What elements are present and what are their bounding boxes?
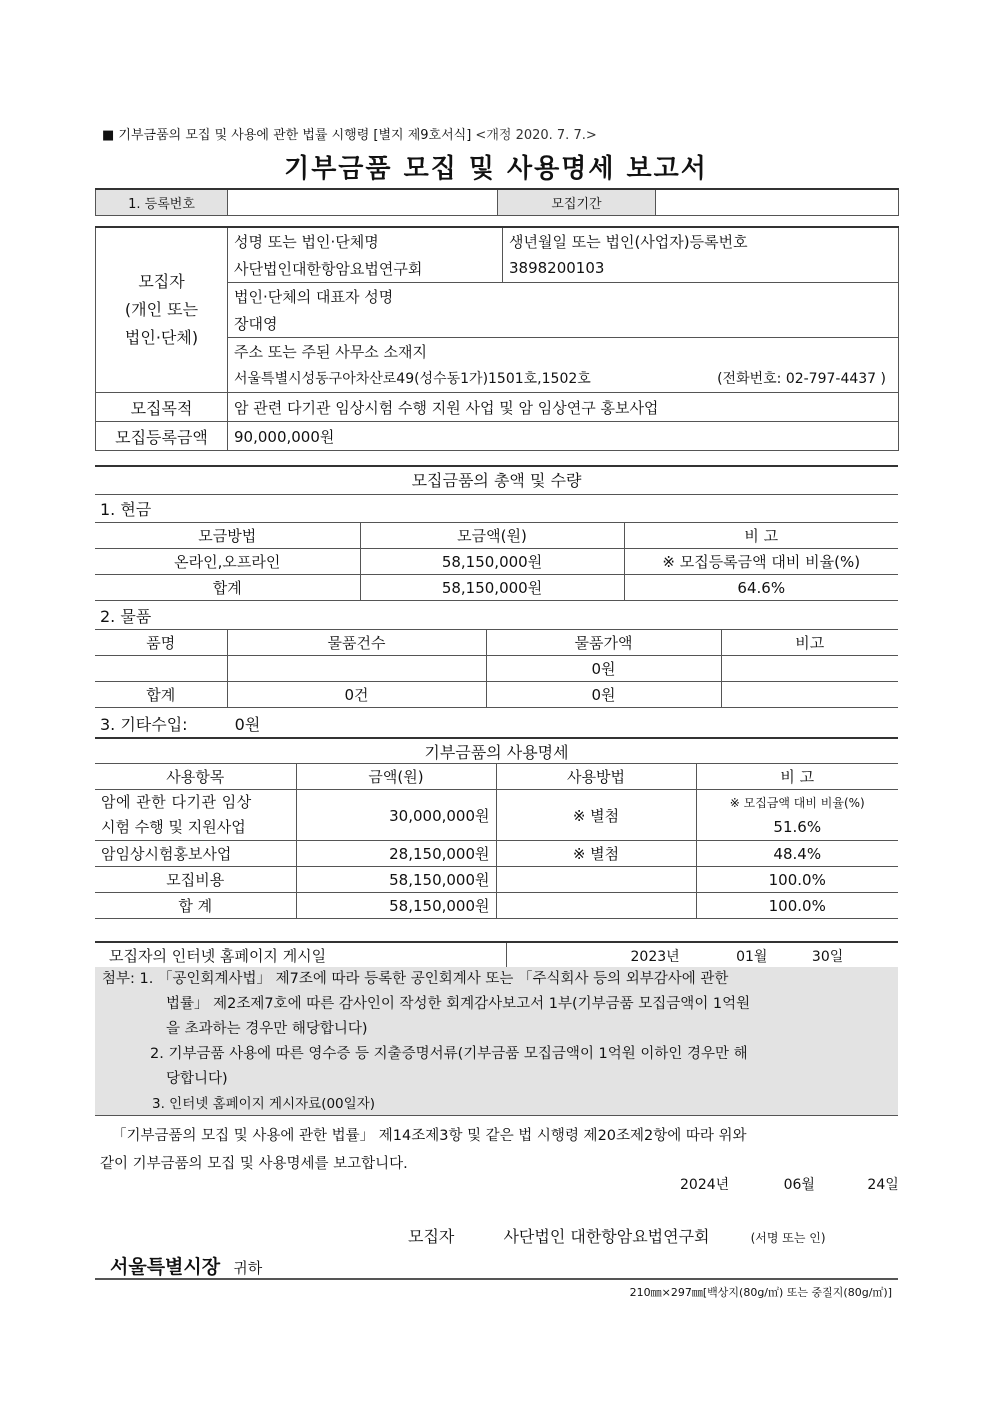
usage-method-3 [496, 867, 696, 893]
attach-line-1: 첨부: 1. 「공인회계사법」 제7조에 따라 등록한 공인회계사 또는 「주식회사 등의 외부감사에 관한 [102, 971, 729, 987]
form-ref-text: ■ 기부금품의 모집 및 사용에 관한 법률 시행령 [별지 제9호서식] [102, 128, 472, 143]
other-income-value: 0원 [234, 715, 261, 734]
internet-day: 30일 [811, 948, 844, 965]
usage-item-2: 암임상시험홍보사업 [95, 841, 296, 867]
reg-amount-label: 모집등록금액 [96, 422, 228, 451]
cash-row-method: 온라인,오프라인 [95, 549, 360, 575]
period-value [656, 189, 899, 216]
rep-label: 법인·단체의 대표자 성명 [228, 283, 899, 310]
usage-note-2: 48.4% [696, 841, 898, 867]
usage-row [95, 841, 898, 867]
usage-header-method: 사용방법 [496, 764, 696, 790]
addr-row [228, 364, 899, 393]
usage-table [95, 763, 898, 919]
cash-total-amount: 58,150,000원 [360, 575, 624, 601]
statement-day: 24일 [867, 1177, 899, 1193]
internet-month: 01월 [736, 948, 768, 965]
internet-label: 모집자의 인터넷 홈페이지 게시일 [95, 942, 506, 969]
totals-title: 모집금품의 총액 및 수량 [411, 471, 582, 490]
collector-label: 모집자 (개인 또는 법인·단체) [96, 227, 228, 393]
attach-line-2: 법률」 제2조제7호에 따른 감사인이 작성한 회계감사보고서 1부(기부금품 모집금액이 1억원 [166, 996, 751, 1012]
statement-line-1: 「기부금품의 모집 및 사용에 관한 법률」 제14조제3항 및 같은 법 시행령 제20조제2항에 따라 위와 [112, 1128, 747, 1144]
statement-line-2: 같이 기부금품의 모집 및 사용명세를 보고합니다. [100, 1156, 408, 1172]
attach-line-4: 2. 기부금품 사용에 따른 영수증 등 지출증명서류(기부금품 모집금액이 1억원 이하인 경우만 해 [150, 1046, 748, 1062]
goods-header-name: 품명 [95, 630, 227, 656]
purpose-value: 암 관련 다기관 임상시험 수행 지원 사업 및 암 임상연구 홍보사업 [228, 393, 899, 422]
usage-method-1: ※ 별첨 [496, 790, 696, 841]
other-income-label: 3. 기타수입: [100, 715, 188, 734]
usage-amount-2: 28,150,000원 [296, 841, 496, 867]
usage-note-1-line1: ※ 모집금액 대비 비율(%) [729, 796, 865, 810]
cash-header-note: 비 고 [624, 523, 898, 549]
statement-date [680, 1174, 899, 1194]
signature-line [408, 1224, 826, 1247]
usage-amount-3: 58,150,000원 [296, 867, 496, 893]
regnum-label: 생년월일 또는 법인(사업자)등록번호 [503, 227, 899, 254]
goods-total-label: 합계 [95, 682, 227, 708]
goods-total-note [721, 682, 898, 708]
reg-no-label: 1. 등록번호 [96, 189, 228, 216]
goods-total-value: 0원 [486, 682, 721, 708]
statement-year: 2024년 [680, 1177, 730, 1193]
paper-spec: 210㎜×297㎜[백상지(80g/㎡) 또는 중질지(80g/㎡)] [629, 1286, 892, 1299]
footer-rule [95, 1278, 898, 1280]
cash-row-note: ※ 모집등록금액 대비 비율(%) [624, 549, 898, 575]
sign-note: (서명 또는 인) [750, 1231, 826, 1245]
usage-note-4: 100.0% [696, 893, 898, 919]
cash-row-amount: 58,150,000원 [360, 549, 624, 575]
purpose-label: 모집목적 [96, 393, 228, 422]
cash-heading: 1. 현금 [100, 500, 152, 519]
goods-table [95, 629, 898, 708]
usage-item-1 [95, 790, 296, 841]
goods-row-name [95, 656, 227, 682]
usage-amount-4: 58,150,000원 [296, 893, 496, 919]
cash-total-ratio: 64.6% [624, 575, 898, 601]
sign-name: 사단법인 대한항암요법연구회 [503, 1227, 710, 1246]
goods-heading: 2. 물품 [100, 607, 152, 626]
reg-no-value [228, 189, 498, 216]
sign-label: 모집자 [408, 1227, 455, 1246]
name-value: 사단법인대한항암요법연구회 [228, 254, 503, 283]
goods-row-value: 0원 [486, 656, 721, 682]
goods-header-note: 비고 [721, 630, 898, 656]
internet-date [506, 942, 898, 969]
document-title: 기부금품 모집 및 사용명세 보고서 [284, 154, 708, 184]
usage-item-4: 합 계 [95, 893, 296, 919]
usage-header-amount: 금액(원) [296, 764, 496, 790]
collector-table [95, 226, 899, 451]
usage-method-4 [496, 893, 696, 919]
recipient-name: 서울특별시장 [110, 1256, 221, 1278]
amend-date: <개정 2020. 7. 7.> [475, 128, 597, 143]
addr-value: 서울특별시성동구아차산로49(성수동1가)1501호,1502호 [234, 371, 591, 387]
regnum-value: 3898200103 [503, 254, 899, 283]
goods-total-count: 0건 [227, 682, 486, 708]
other-income [100, 712, 903, 735]
usage-item-1-line1: 암에 관한 다기관 임상 [101, 793, 252, 811]
usage-item-3: 모집비용 [95, 867, 296, 893]
usage-header-item: 사용항목 [95, 764, 296, 790]
form-reference [102, 124, 597, 143]
goods-row-note [721, 656, 898, 682]
reg-amount-value: 90,000,000원 [228, 422, 899, 451]
usage-row [95, 867, 898, 893]
usage-row [95, 893, 898, 919]
usage-note-1 [696, 790, 898, 841]
name-label: 성명 또는 법인·단체명 [228, 227, 503, 254]
rep-value: 장대영 [228, 309, 899, 338]
cash-header-amount: 모금액(원) [360, 523, 624, 549]
recipient-suffix: 귀하 [233, 1259, 263, 1277]
usage-row [95, 790, 898, 841]
usage-note-3: 100.0% [696, 867, 898, 893]
goods-row-count [227, 656, 486, 682]
usage-note-1-line2: 51.6% [773, 818, 822, 836]
addr-label: 주소 또는 주된 사무소 소재지 [228, 338, 899, 365]
usage-header-note: 비 고 [696, 764, 898, 790]
registration-table [95, 188, 899, 216]
internet-year: 2023년 [630, 948, 680, 965]
attachments [95, 967, 898, 1116]
goods-header-value: 물품가액 [486, 630, 721, 656]
statement-month: 06월 [783, 1177, 815, 1193]
internet-table [95, 941, 898, 969]
phone: (전화번호: 02-797-4437 ) [717, 371, 886, 387]
attach-line-5: 당합니다) [166, 1071, 228, 1087]
cash-table [95, 522, 898, 601]
attach-line-3: 을 초과하는 경우만 해당합니다) [166, 1021, 368, 1037]
usage-method-2: ※ 별첨 [496, 841, 696, 867]
cash-total-label: 합계 [95, 575, 360, 601]
goods-header-count: 물품건수 [227, 630, 486, 656]
statement [100, 1122, 895, 1178]
period-label: 모집기간 [498, 189, 656, 216]
recipient [110, 1252, 262, 1279]
usage-title: 기부금품의 사용명세 [424, 743, 569, 762]
cash-header-method: 모금방법 [95, 523, 360, 549]
attach-line-6: 3. 인터넷 홈페이지 게시자료(00일자) [152, 1096, 375, 1112]
usage-amount-1: 30,000,000원 [296, 790, 496, 841]
usage-item-1-line2: 시험 수행 및 지원사업 [101, 818, 246, 836]
